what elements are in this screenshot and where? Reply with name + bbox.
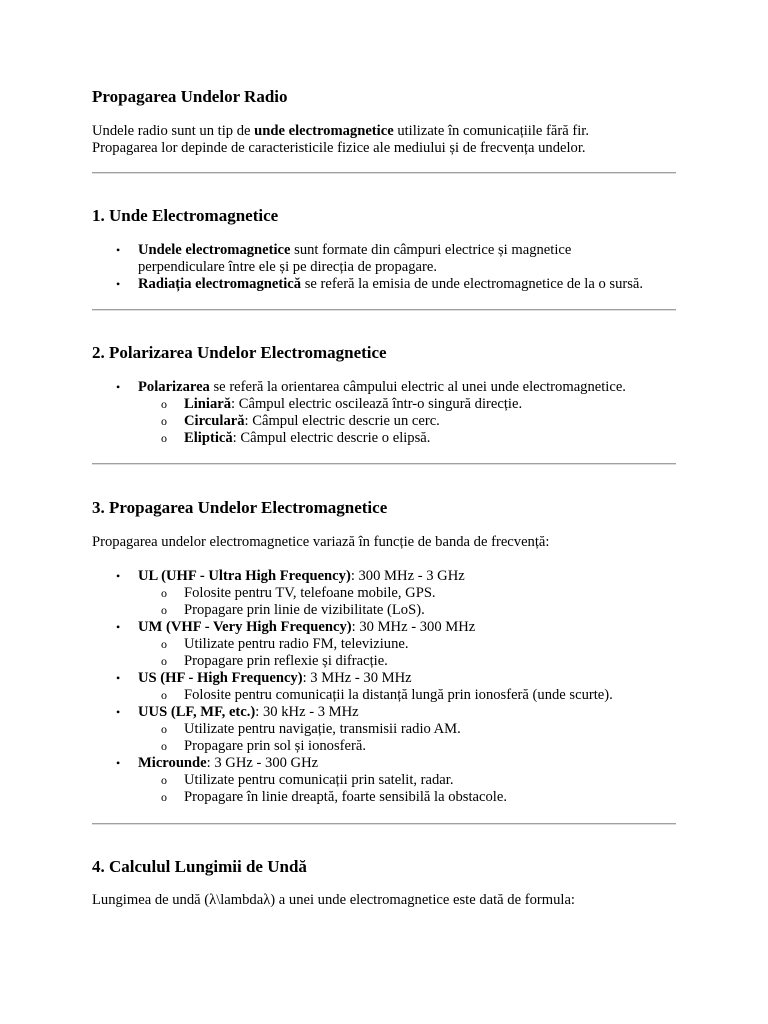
divider [92,463,676,465]
item-text: : Câmpul electric oscilează într-o singură direcție. [231,396,523,412]
bullet-icon: • [116,277,121,291]
sub-list-item [184,430,430,447]
item-text: sunt formate din câmpuri electrice și magnetice [290,242,572,258]
list-item [138,276,643,293]
item-bold: Liniară [184,396,232,412]
list-item [138,242,571,259]
intro-paragraph [92,123,589,140]
list-item [138,704,359,721]
intro-text: Undele radio sunt un tip de [92,123,255,139]
divider [92,309,676,311]
sub-bullet-icon: o [161,688,167,702]
sub-bullet-icon: o [161,603,167,617]
intro-line2: Propagarea lor depinde de caracteristicile fizice ale mediului și de frecvența undelor. [92,140,586,156]
bullet-icon: • [116,705,121,719]
bullet-icon: • [116,756,121,770]
sub-bullet-icon: o [161,414,167,428]
sub-bullet-icon: o [161,739,167,753]
sub-bullet-icon: o [161,654,167,668]
section4-heading: 4. Calculul Lungimii de Undă [92,857,307,876]
sub-list-item [184,396,522,413]
bullet-icon: • [116,569,121,583]
sub-list-item: Folosite pentru TV, telefoane mobile, GPS. [184,585,436,601]
item-bold: Eliptică [184,430,233,446]
sub-list-item [184,413,440,430]
item-bold: UL (UHF - Ultra High Frequency) [138,568,351,584]
bullet-icon: • [116,620,121,634]
item-text: : 30 MHz - 300 MHz [351,619,476,635]
sub-bullet-icon: o [161,431,167,445]
divider [92,172,676,174]
sub-bullet-icon: o [161,586,167,600]
item-text: : 300 MHz - 3 GHz [350,568,465,584]
sub-list-item: Propagare prin reflexie și difracție. [184,653,388,669]
item-bold: US (HF - High Frequency) [138,670,303,686]
list-item-continuation: perpendiculare între ele și pe direcția de propagare. [138,259,438,275]
sub-list-item: Utilizate pentru navigație, transmisii radio AM. [184,721,461,737]
section3-heading: 3. Propagarea Undelor Electromagnetice [92,498,388,517]
section2-heading: 2. Polarizarea Undelor Electromagnetice [92,343,387,362]
item-text: : 3 MHz - 30 MHz [302,670,412,686]
list-item [138,568,465,585]
sub-list-item: Utilizate pentru radio FM, televiziune. [184,636,409,652]
section3-intro: Propagarea undelor electromagnetice variază în funcție de banda de frecvență: [92,534,550,550]
item-bold: Radiația electromagnetică [138,276,302,292]
sub-bullet-icon: o [161,773,167,787]
bullet-icon: • [116,243,121,257]
sub-list-item: Propagare prin linie de vizibilitate (LoS). [184,602,425,618]
bullet-icon: • [116,380,121,394]
item-text: : Câmpul electric descrie un cerc. [244,413,440,429]
item-text: se referă la orientarea câmpului electric al unei unde electromagnetice. [209,379,626,395]
list-item [138,619,475,636]
sub-bullet-icon: o [161,637,167,651]
bullet-icon: • [116,671,121,685]
item-bold: Circulară [184,413,245,429]
intro-text-end: utilizate în comunicațiile fără fir. [393,123,589,139]
sub-bullet-icon: o [161,790,167,804]
sub-bullet-icon: o [161,397,167,411]
document-title: Propagarea Undelor Radio [92,87,288,106]
list-item [138,755,318,772]
item-text: se referă la emisia de unde electromagnetice de la o sursă. [301,276,644,292]
item-bold: UM (VHF - Very High Frequency) [138,619,352,635]
item-bold: UUS (LF, MF, etc.) [138,704,256,720]
list-item [138,670,412,687]
item-bold: Undele electromagnetice [138,242,291,258]
section1-heading: 1. Unde Electromagnetice [92,206,279,225]
item-text: : 3 GHz - 300 GHz [206,755,319,771]
list-item [138,379,626,396]
item-bold: Microunde [138,755,207,771]
section4-text: Lungimea de undă (λ\lambdaλ) a unei unde electromagnetice este dată de formula: [92,892,575,908]
sub-list-item: Utilizate pentru comunicații prin satelit, radar. [184,772,454,788]
divider [92,823,676,825]
sub-list-item: Propagare prin sol și ionosferă. [184,738,366,754]
sub-bullet-icon: o [161,722,167,736]
item-bold: Polarizarea [138,379,210,395]
item-text: : Câmpul electric descrie o elipsă. [232,430,431,446]
sub-list-item: Propagare în linie dreaptă, foarte sensibilă la obstacole. [184,789,507,805]
sub-list-item: Folosite pentru comunicații la distanță lungă prin ionosferă (unde scurte). [184,687,613,703]
intro-bold: unde electromagnetice [254,123,394,139]
item-text: : 30 kHz - 3 MHz [255,704,359,720]
